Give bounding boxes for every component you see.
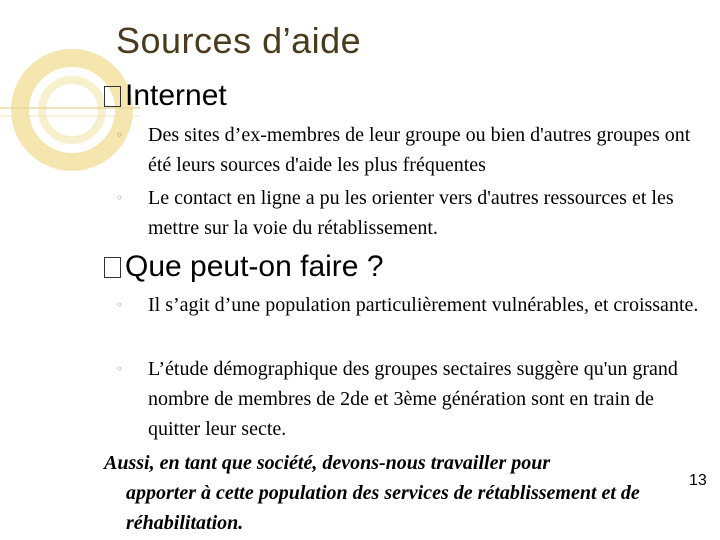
bullet-item	[116, 120, 708, 180]
closing-paragraph	[104, 448, 716, 538]
bullet-item	[116, 354, 708, 444]
box-bullet-icon	[104, 257, 121, 278]
page-number: 13	[689, 472, 707, 489]
bullet-text: Le contact en ligne a pu les orienter vers d'autres ressources et les mettre sur la voie du rétablissement.	[148, 187, 674, 239]
section-heading-que-faire	[104, 250, 384, 284]
section-heading-label: Internet	[125, 79, 227, 112]
section-heading-internet	[104, 79, 227, 113]
closing-line-rest: apporter à cette population des services de rétablissement et de réhabilitation.	[126, 482, 640, 534]
bullet-item	[116, 290, 708, 320]
ring-bullet-icon: ◦	[116, 128, 124, 142]
bullet-text: L’étude démographique des groupes sectaires suggère qu'un grand nombre de membres de 2de et 3ème génération sont en train de quitter leur secte.	[148, 358, 678, 440]
bullet-item	[116, 183, 708, 243]
ring-bullet-icon: ◦	[116, 298, 124, 312]
closing-line-1: Aussi, en tant que société, devons-nous travailler pour	[104, 452, 551, 474]
bullet-text: Des sites d’ex-membres de leur groupe ou bien d'autres groupes ont été leurs sources d'aide les plus fréquentes	[148, 124, 691, 176]
slide-title: Sources d’aide	[116, 20, 362, 61]
section-heading-label: Que peut-on faire ?	[125, 250, 384, 283]
bullet-text: Il s’agit d’une population particulièrement vulnérables, et croissante.	[148, 294, 699, 316]
ring-bullet-icon: ◦	[116, 362, 124, 376]
box-bullet-icon	[104, 86, 121, 107]
ring-bullet-icon: ◦	[116, 191, 124, 205]
